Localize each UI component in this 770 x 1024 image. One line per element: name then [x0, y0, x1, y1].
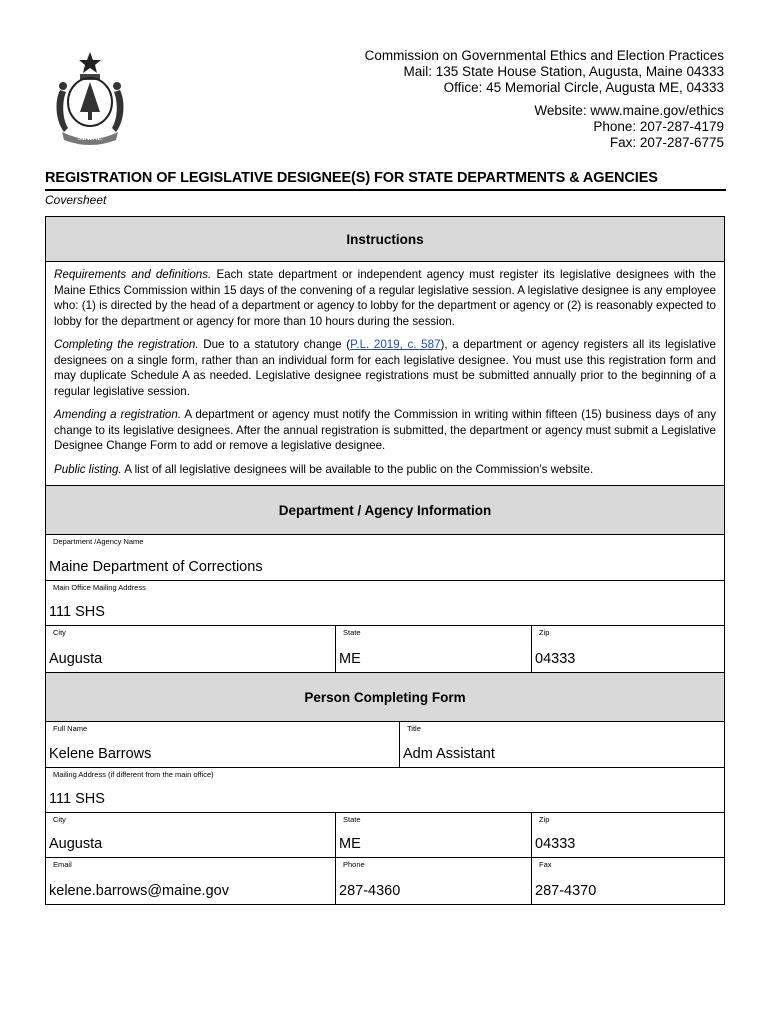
department-address-field[interactable]: [46, 581, 724, 625]
person-zip-label: Zip: [539, 815, 550, 824]
form-title: REGISTRATION OF LEGISLATIVE DESIGNEE(S) FOR STATE DEPARTMENTS & AGENCIES: [45, 170, 658, 186]
person-phone-field[interactable]: [336, 858, 532, 904]
department-name-field[interactable]: [46, 535, 724, 580]
department-city-field[interactable]: [46, 626, 336, 672]
department-state-label: State: [343, 628, 361, 637]
person-email-value: kelene.barrows@maine.gov: [49, 883, 229, 899]
person-address-value: 111 SHS: [49, 791, 105, 807]
person-fullname-field[interactable]: [46, 722, 400, 767]
person-zip-field[interactable]: [532, 813, 724, 857]
person-title-label: Title: [407, 724, 421, 733]
person-city-field[interactable]: [46, 813, 336, 857]
office-address: Office: 45 Memorial Circle, Augusta ME, 04333: [443, 80, 724, 95]
person-fax-field[interactable]: [532, 858, 724, 904]
department-state-field[interactable]: [336, 626, 532, 672]
person-phone-value: 287-4360: [339, 883, 401, 899]
department-city-value: Augusta: [49, 651, 103, 667]
person-fax-label: Fax: [539, 860, 552, 869]
org-name: Commission on Governmental Ethics and Election Practices: [364, 48, 724, 63]
person-state-label: State: [343, 815, 361, 824]
department-address-value: 111 SHS: [49, 604, 105, 620]
website: Website: www.maine.gov/ethics: [534, 103, 724, 118]
person-email-field[interactable]: [46, 858, 336, 904]
department-city-label: City: [53, 628, 66, 637]
fax: Fax: 207-287-6775: [609, 135, 724, 150]
instructions-public-listing: Public listing. A list of all legislative designees will be available to the public on the Commission’s website.: [54, 462, 594, 476]
person-title-field[interactable]: [400, 722, 724, 767]
person-state-field[interactable]: [336, 813, 532, 857]
person-address-label: Mailing Address (if different from the main office): [53, 770, 214, 779]
instructions-amending: Amending a registration. A department or agency must notify the Commission in writing within fifteen (15) business days of any change to its legislative designees. After the annual registration is submitted, the department or agency must submit a Legislative Designee Change Form to add or remove a legislative designee.: [54, 408, 716, 452]
person-zip-value: 04333: [535, 836, 576, 852]
department-heading: Department / Agency Information: [46, 486, 724, 535]
department-name-label: Department /Agency Name: [53, 537, 144, 546]
person-title-value: Adm Assistant: [403, 746, 495, 762]
department-zip-field[interactable]: [532, 626, 724, 672]
instructions-requirements: Requirements and definitions. Each state department or independent agency must register its legislative designees with the Maine Ethics Commission within 15 days of the convening of a regular legislative session. A legislative designee is any employee who: (1) is directed by the head of a department or agency to lobby for the department or agency or (2) is reasonably expected to lobby for the department or agency for more than 10 hours during the session.: [54, 268, 717, 328]
form-subtitle: Coversheet: [45, 193, 107, 207]
instructions-body: [46, 262, 724, 486]
person-address-field[interactable]: [46, 768, 724, 812]
person-fax-value: 287-4370: [535, 883, 597, 899]
person-city-value: Augusta: [49, 836, 103, 852]
person-email-label: Email: [53, 860, 72, 869]
registration-form: [45, 216, 725, 905]
instructions-heading: Instructions: [46, 217, 724, 262]
person-fullname-value: Kelene Barrows: [49, 746, 152, 762]
statute-link[interactable]: P.L. 2019, c. 587: [350, 338, 441, 351]
department-zip-label: Zip: [539, 628, 550, 637]
department-name-value: Maine Department of Corrections: [49, 559, 263, 575]
person-phone-label: Phone: [343, 860, 365, 869]
person-heading: Person Completing Form: [46, 673, 724, 722]
person-city-label: City: [53, 815, 66, 824]
mail-address: Mail: 135 State House Station, Augusta, Maine 04333: [403, 64, 724, 79]
person-fullname-label: Full Name: [53, 724, 88, 733]
phone: Phone: 207-287-4179: [593, 119, 724, 134]
svg-text:MAINE: MAINE: [77, 134, 103, 142]
department-zip-value: 04333: [535, 651, 576, 667]
maine-state-seal-logo: [52, 50, 128, 146]
title-rule: [45, 189, 726, 191]
department-state-value: ME: [339, 651, 361, 667]
department-address-label: Main Office Mailing Address: [53, 583, 146, 592]
instructions-completing: Completing the registration. Due to a statutory change (P.L. 2019, c. 587), a department or agency registers all its legislative designees on a single form, rather than an individual form for each legislative designee. You must use this registration form and may duplicate Schedule A as needed. Legislative designee registrations must be submitted annually prior to the beginning of a regular legislative session.: [54, 338, 717, 398]
contact-header: [365, 48, 724, 151]
person-state-value: ME: [339, 836, 361, 852]
